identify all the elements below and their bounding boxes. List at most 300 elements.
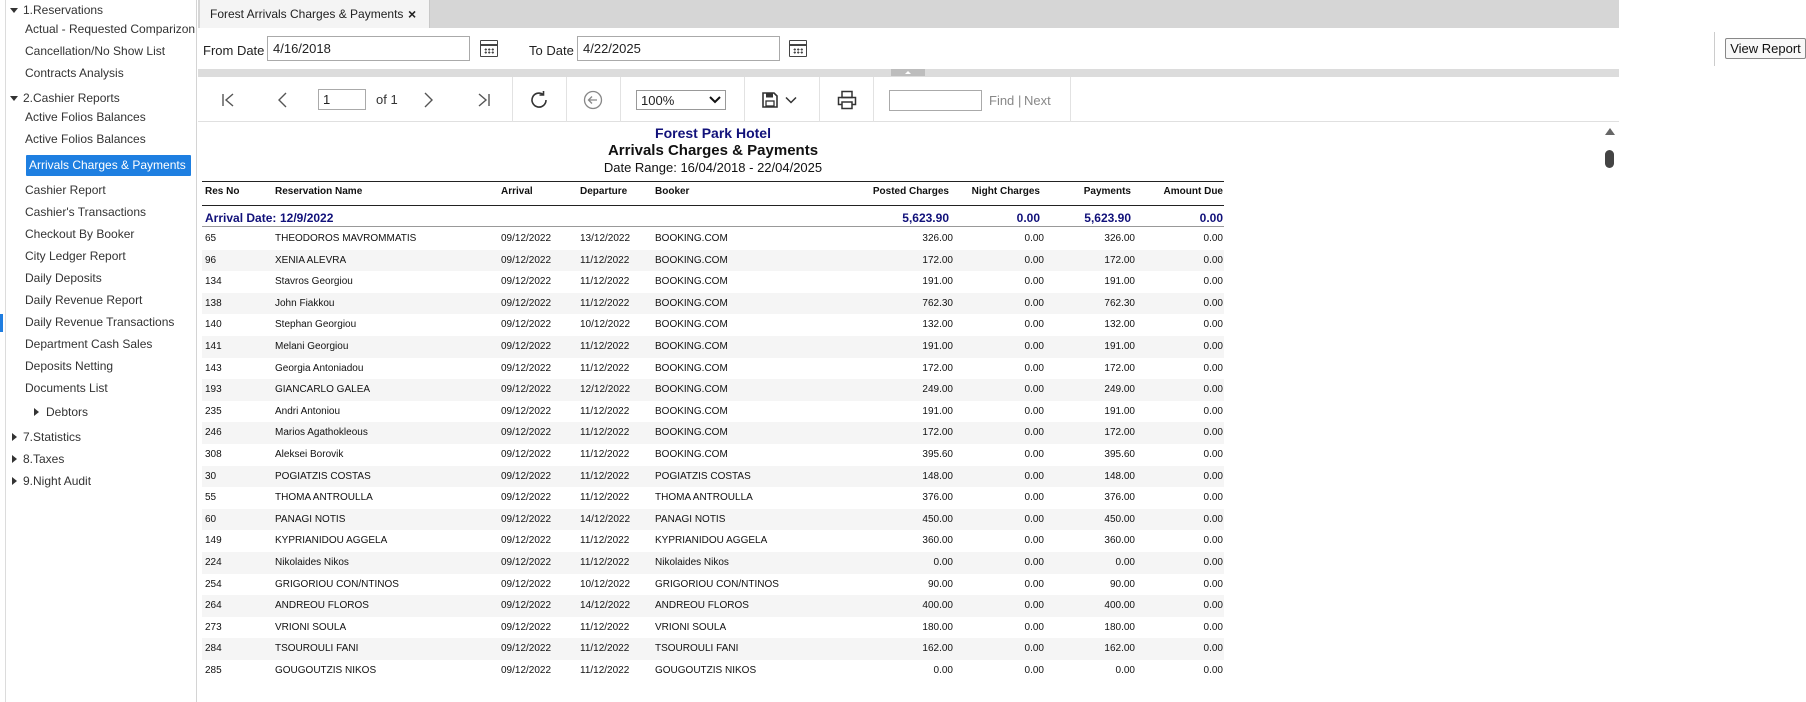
- cell-name: GIANCARLO GALEA: [275, 384, 371, 396]
- cell-res-no: 264: [205, 600, 222, 612]
- cell-res-no: 235: [205, 405, 222, 417]
- group-reservations[interactable]: [10, 2, 103, 18]
- cell-due: 0.00: [1203, 556, 1223, 568]
- cell-booker: BOOKING.COM: [655, 362, 728, 374]
- cell-payments: 400.00: [1104, 600, 1135, 612]
- cell-posted: 376.00: [922, 492, 953, 504]
- table-row: [202, 595, 1224, 617]
- cell-due: 0.00: [1203, 535, 1223, 547]
- column-rule: [202, 205, 1224, 206]
- cell-departure: 11/12/2022: [580, 254, 630, 266]
- cell-posted: 172.00: [922, 362, 953, 374]
- group-taxes[interactable]: [10, 451, 64, 467]
- sidebar-item-cancellation[interactable]: Cancellation/No Show List: [25, 44, 166, 58]
- col-arrival: Arrival: [501, 186, 533, 197]
- group-label: Arrival Date:: [205, 211, 277, 225]
- cell-night: 0.00: [1024, 362, 1044, 374]
- group-cashier-reports[interactable]: [10, 90, 120, 106]
- cell-departure: 11/12/2022: [580, 340, 630, 352]
- cell-res-no: 138: [205, 297, 222, 309]
- cell-night: 0.00: [1024, 470, 1044, 482]
- cell-payments: 172.00: [1104, 362, 1135, 374]
- cell-name: Melani Georgiou: [275, 340, 349, 352]
- first-page-icon[interactable]: [217, 89, 239, 111]
- cell-arrival: 09/12/2022: [501, 254, 552, 266]
- cell-payments: 162.00: [1104, 643, 1135, 655]
- cell-departure: 11/12/2022: [580, 664, 630, 676]
- cell-departure: 11/12/2022: [580, 405, 630, 417]
- cell-payments: 191.00: [1104, 276, 1135, 288]
- cell-due: 0.00: [1203, 340, 1223, 352]
- cell-res-no: 96: [205, 254, 217, 266]
- cell-departure: 12/12/2022: [580, 384, 631, 396]
- subgroup-debtors[interactable]: [32, 404, 88, 420]
- group-label: 1.Reservations: [23, 3, 104, 17]
- cell-due: 0.00: [1203, 276, 1223, 288]
- group-night-total: 0.00: [1016, 211, 1040, 225]
- sidebar-item-cashier-report[interactable]: Cashier Report: [25, 183, 106, 197]
- from-date-field[interactable]: 4/16/2018: [267, 36, 470, 61]
- cell-payments: 191.00: [1104, 405, 1135, 417]
- cell-booker: ANDREOU FLOROS: [655, 600, 749, 612]
- report-sidebar: [0, 0, 197, 702]
- cell-due: 0.00: [1203, 362, 1223, 374]
- group-due-total: 0.00: [1199, 211, 1223, 225]
- cell-arrival: 09/12/2022: [501, 513, 552, 525]
- group-label: 8.Taxes: [23, 452, 65, 466]
- cell-posted: 395.60: [922, 448, 953, 460]
- cell-night: 0.00: [1024, 233, 1044, 244]
- parameters-splitter[interactable]: [198, 69, 1619, 77]
- back-icon[interactable]: [582, 89, 604, 111]
- chevron-down-icon: [709, 96, 721, 104]
- zoom-value: 100%: [641, 92, 675, 108]
- cell-res-no: 273: [205, 621, 222, 633]
- cell-payments: 360.00: [1104, 535, 1135, 547]
- cell-departure: 11/12/2022: [580, 297, 630, 309]
- cell-booker: VRIONI SOULA: [655, 621, 727, 633]
- table-row: [202, 401, 1224, 423]
- table-row: [202, 379, 1224, 401]
- group-rule: [202, 226, 1224, 227]
- cell-booker: BOOKING.COM: [655, 340, 728, 352]
- cell-departure: 13/12/2022: [580, 233, 631, 244]
- table-row: [202, 660, 1224, 682]
- cell-departure: 10/12/2022: [580, 578, 631, 590]
- cell-res-no: 285: [205, 664, 222, 676]
- cell-departure: 11/12/2022: [580, 535, 630, 547]
- cell-night: 0.00: [1024, 578, 1044, 590]
- group-statistics[interactable]: [10, 429, 81, 445]
- cell-payments: 148.00: [1104, 470, 1135, 482]
- cell-booker: THOMA ANTROULLA: [655, 492, 753, 504]
- cell-posted: 191.00: [922, 340, 953, 352]
- cell-due: 0.00: [1203, 254, 1223, 266]
- table-row: [202, 466, 1224, 488]
- toolbar-separator: [1070, 77, 1071, 122]
- cell-due: 0.00: [1203, 643, 1223, 655]
- cell-posted: 148.00: [922, 470, 953, 482]
- cell-payments: 395.60: [1104, 448, 1135, 460]
- cell-res-no: 55: [205, 492, 217, 504]
- cell-night: 0.00: [1024, 664, 1044, 676]
- chevron-right-icon: [12, 477, 17, 485]
- cell-due: 0.00: [1203, 578, 1223, 590]
- report-column-headers: [198, 186, 1228, 200]
- sidebar-item-actual-requested[interactable]: Actual - Requested Comparizon: [25, 22, 196, 36]
- sidebar-item-checkout-booker[interactable]: Checkout By Booker: [25, 227, 135, 241]
- col-amount-due: Amount Due: [1163, 186, 1223, 197]
- cell-booker: BOOKING.COM: [655, 448, 728, 460]
- table-row: [202, 487, 1224, 509]
- toolbar-separator: [873, 77, 874, 122]
- cell-name: TSOUROULI FANI: [275, 643, 359, 655]
- cell-res-no: 143: [205, 362, 222, 374]
- view-report-button[interactable]: View Report: [1725, 38, 1806, 59]
- cell-due: 0.00: [1203, 319, 1223, 331]
- cell-departure: 14/12/2022: [580, 513, 631, 525]
- cell-arrival: 09/12/2022: [501, 297, 552, 309]
- cell-posted: 172.00: [922, 427, 953, 439]
- col-booker: Booker: [655, 186, 690, 197]
- cell-posted: 400.00: [922, 600, 953, 612]
- cell-due: 0.00: [1203, 513, 1223, 525]
- cell-posted: 191.00: [922, 405, 953, 417]
- group-label: 9.Night Audit: [23, 474, 92, 488]
- cell-posted: 180.00: [922, 621, 953, 633]
- cell-name: John Fiakkou: [275, 297, 335, 309]
- sidebar-item-department-cash-sales[interactable]: Department Cash Sales: [25, 337, 153, 351]
- collapse-handle[interactable]: [891, 69, 925, 76]
- col-posted-charges: Posted Charges: [872, 186, 949, 197]
- cell-name: Nikolaides Nikos: [275, 556, 349, 568]
- sidebar-item-daily-revenue-report[interactable]: Daily Revenue Report: [25, 293, 143, 307]
- from-date-label: From Date: [203, 43, 265, 58]
- find-next-link[interactable]: Next: [1024, 93, 1051, 108]
- cell-arrival: 09/12/2022: [501, 621, 552, 633]
- toolbar-separator: [512, 77, 513, 122]
- divider: [1714, 32, 1715, 66]
- cell-due: 0.00: [1203, 664, 1223, 676]
- toolbar-separator: [620, 77, 621, 122]
- previous-page-icon[interactable]: [272, 89, 294, 111]
- cell-payments: 0.00: [1115, 556, 1135, 568]
- sidebar-item-documents-list[interactable]: Documents List: [25, 381, 108, 395]
- cell-night: 0.00: [1024, 427, 1044, 439]
- cell-booker: GRIGORIOU CON/NTINOS: [655, 578, 779, 590]
- cell-due: 0.00: [1203, 600, 1223, 612]
- cell-posted: 90.00: [927, 578, 953, 590]
- to-date-field[interactable]: 4/22/2025: [577, 36, 780, 61]
- table-row: [202, 250, 1224, 272]
- group-night-audit[interactable]: [10, 473, 91, 489]
- cell-booker: KYPRIANIDOU AGGELA: [655, 535, 768, 547]
- cell-name: KYPRIANIDOU AGGELA: [275, 535, 388, 547]
- report-hotel-name: Forest Park Hotel: [655, 125, 771, 141]
- cell-res-no: 254: [205, 578, 222, 590]
- cell-night: 0.00: [1024, 621, 1044, 633]
- cell-departure: 11/12/2022: [580, 470, 630, 482]
- toolbar-separator: [566, 77, 567, 122]
- cell-booker: POGIATZIS COSTAS: [655, 470, 751, 482]
- sidebar-scroll-marker: [0, 314, 3, 332]
- table-row: [202, 509, 1224, 531]
- cell-name: Stephan Georgiou: [275, 319, 357, 331]
- last-page-icon[interactable]: [473, 89, 495, 111]
- cell-posted: 249.00: [922, 384, 953, 396]
- cell-night: 0.00: [1024, 643, 1044, 655]
- scroll-up-icon[interactable]: [1605, 128, 1615, 135]
- zoom-select[interactable]: [636, 90, 726, 110]
- cell-name: GRIGORIOU CON/NTINOS: [275, 578, 399, 590]
- report-scrollbar[interactable]: [1601, 122, 1619, 702]
- next-page-icon[interactable]: [417, 89, 439, 111]
- cell-name: ANDREOU FLOROS: [275, 600, 369, 612]
- cell-res-no: 149: [205, 535, 222, 547]
- sidebar-item-cashier-transactions[interactable]: Cashier's Transactions: [25, 205, 147, 219]
- table-row: [202, 271, 1224, 293]
- cell-arrival: 09/12/2022: [501, 578, 552, 590]
- cell-name: Georgia Antoniadou: [275, 362, 364, 374]
- find-separator: |: [1018, 93, 1022, 108]
- group-label: 7.Statistics: [23, 430, 82, 444]
- report-title: Arrivals Charges & Payments: [607, 142, 819, 159]
- print-icon[interactable]: [836, 89, 858, 111]
- find-link[interactable]: Find: [989, 93, 1015, 108]
- sidebar-item-arrivals-charges[interactable]: Arrivals Charges & Payments: [26, 155, 191, 176]
- refresh-icon[interactable]: [528, 89, 550, 111]
- cell-departure: 11/12/2022: [580, 643, 630, 655]
- cell-arrival: 09/12/2022: [501, 664, 552, 676]
- cell-arrival: 09/12/2022: [501, 405, 552, 417]
- sidebar-item-deposits-netting[interactable]: Deposits Netting: [25, 359, 114, 373]
- cell-arrival: 09/12/2022: [501, 276, 552, 288]
- table-row: [202, 336, 1224, 358]
- table-row: [202, 422, 1224, 444]
- calendar-icon[interactable]: [480, 40, 498, 57]
- cell-res-no: 141: [205, 340, 222, 352]
- chevron-right-icon: [12, 433, 17, 441]
- sidebar-item-daily-revenue-transactions[interactable]: Daily Revenue Transactions: [25, 315, 175, 329]
- cell-arrival: 09/12/2022: [501, 470, 552, 482]
- cell-res-no: 193: [205, 384, 222, 396]
- cell-posted: 762.30: [922, 297, 953, 309]
- cell-res-no: 65: [205, 233, 217, 244]
- col-payments: Payments: [1083, 186, 1131, 197]
- table-row: [202, 552, 1224, 574]
- cell-due: 0.00: [1203, 233, 1223, 244]
- cell-booker: BOOKING.COM: [655, 254, 728, 266]
- table-row: [202, 574, 1224, 596]
- cell-night: 0.00: [1024, 254, 1044, 266]
- page-number-input[interactable]: 1: [318, 89, 366, 110]
- tab-arrivals-report[interactable]: [200, 0, 430, 28]
- cell-arrival: 09/12/2022: [501, 448, 552, 460]
- cell-name: Andri Antoniou: [275, 405, 341, 417]
- cell-posted: 191.00: [922, 276, 953, 288]
- report-parameters: [198, 28, 1801, 70]
- cell-arrival: 09/12/2022: [501, 556, 552, 568]
- cell-night: 0.00: [1024, 340, 1044, 352]
- find-input[interactable]: [889, 90, 982, 111]
- cell-night: 0.00: [1024, 492, 1044, 504]
- cell-payments: 132.00: [1104, 319, 1135, 331]
- col-reservation-name: Reservation Name: [275, 186, 363, 197]
- cell-payments: 90.00: [1109, 578, 1135, 590]
- cell-due: 0.00: [1203, 405, 1223, 417]
- col-res-no: Res No: [205, 186, 240, 197]
- table-row: [202, 228, 1224, 250]
- cell-name: PANAGI NOTIS: [275, 513, 346, 525]
- cell-booker: BOOKING.COM: [655, 384, 728, 396]
- cell-due: 0.00: [1203, 492, 1223, 504]
- cell-night: 0.00: [1024, 405, 1044, 417]
- subgroup-label: Debtors: [46, 405, 89, 419]
- cell-payments: 0.00: [1115, 664, 1135, 676]
- cell-night: 0.00: [1024, 276, 1044, 288]
- cell-departure: 11/12/2022: [580, 621, 630, 633]
- chevron-down-icon: [10, 96, 18, 101]
- cell-payments: 326.00: [1104, 233, 1135, 244]
- cell-payments: 191.00: [1104, 340, 1135, 352]
- report-toolbar: [198, 77, 1619, 122]
- cell-departure: 11/12/2022: [580, 427, 630, 439]
- cell-res-no: 224: [205, 556, 222, 568]
- sidebar-item-contracts[interactable]: Contracts Analysis: [25, 66, 124, 80]
- cell-payments: 180.00: [1104, 621, 1135, 633]
- cell-booker: GOUGOUTZIS NIKOS: [655, 664, 757, 676]
- cell-res-no: 308: [205, 448, 222, 460]
- cell-booker: BOOKING.COM: [655, 233, 728, 244]
- cell-arrival: 09/12/2022: [501, 340, 552, 352]
- cell-night: 0.00: [1024, 513, 1044, 525]
- cell-booker: BOOKING.COM: [655, 297, 728, 309]
- chevron-right-icon: [12, 455, 17, 463]
- cell-res-no: 284: [205, 643, 222, 655]
- table-row: [202, 638, 1224, 660]
- cell-departure: 10/12/2022: [580, 319, 631, 331]
- cell-night: 0.00: [1024, 297, 1044, 309]
- cell-payments: 762.30: [1104, 297, 1135, 309]
- cell-name: XENIA ALEVRA: [275, 254, 347, 266]
- cell-night: 0.00: [1024, 319, 1044, 331]
- col-departure: Departure: [580, 186, 628, 197]
- table-row: [202, 444, 1224, 466]
- sidebar-rule: [5, 0, 6, 702]
- cell-due: 0.00: [1203, 384, 1223, 396]
- header-rule: [202, 181, 1224, 182]
- table-row: [202, 314, 1224, 336]
- cell-booker: Nikolaides Nikos: [655, 556, 729, 568]
- cell-arrival: 09/12/2022: [501, 535, 552, 547]
- cell-res-no: 60: [205, 513, 217, 525]
- toolbar-separator: [744, 77, 745, 122]
- cell-res-no: 30: [205, 470, 217, 482]
- group-payments-total: 5,623.90: [1084, 211, 1131, 225]
- cell-arrival: 09/12/2022: [501, 427, 552, 439]
- cell-booker: TSOUROULI FANI: [655, 643, 739, 655]
- report-viewer: [198, 122, 1619, 702]
- calendar-icon[interactable]: [789, 40, 807, 57]
- cell-departure: 11/12/2022: [580, 492, 630, 504]
- group-label: 2.Cashier Reports: [23, 91, 120, 105]
- table-row: [202, 293, 1224, 315]
- table-row: [202, 530, 1224, 552]
- col-night-charges: Night Charges: [971, 186, 1040, 197]
- cell-night: 0.00: [1024, 535, 1044, 547]
- cell-res-no: 140: [205, 319, 222, 331]
- cell-posted: 450.00: [922, 513, 953, 525]
- cell-arrival: 09/12/2022: [501, 233, 552, 244]
- cell-res-no: 134: [205, 276, 222, 288]
- sidebar-item-city-ledger[interactable]: City Ledger Report: [25, 249, 126, 263]
- cell-posted: 0.00: [933, 556, 953, 568]
- page-count-label: of 1: [376, 92, 398, 107]
- cell-departure: 11/12/2022: [580, 448, 630, 460]
- cell-posted: 326.00: [922, 233, 953, 244]
- chevron-down-icon: [10, 8, 18, 13]
- cell-posted: 360.00: [922, 535, 953, 547]
- group-date: 12/9/2022: [280, 211, 334, 225]
- close-icon[interactable]: ×: [408, 6, 417, 22]
- cell-arrival: 09/12/2022: [501, 600, 552, 612]
- chevron-right-icon: [34, 408, 39, 416]
- cell-payments: 450.00: [1104, 513, 1135, 525]
- cell-name: Marios Agathokleous: [275, 427, 368, 439]
- cell-posted: 0.00: [933, 664, 953, 676]
- cell-booker: BOOKING.COM: [655, 405, 728, 417]
- cell-name: Stavros Georgiou: [275, 276, 353, 288]
- cell-posted: 132.00: [922, 319, 953, 331]
- toolbar-separator: [819, 77, 820, 122]
- cell-name: THOMA ANTROULLA: [275, 492, 373, 504]
- cell-payments: 172.00: [1104, 427, 1135, 439]
- cell-name: POGIATZIS COSTAS: [275, 470, 371, 482]
- export-save-icon[interactable]: [761, 89, 801, 111]
- cell-payments: 172.00: [1104, 254, 1135, 266]
- cell-res-no: 246: [205, 427, 222, 439]
- cell-departure: 11/12/2022: [580, 276, 630, 288]
- cell-departure: 11/12/2022: [580, 556, 630, 568]
- cell-due: 0.00: [1203, 448, 1223, 460]
- cell-arrival: 09/12/2022: [501, 643, 552, 655]
- cell-departure: 14/12/2022: [580, 600, 631, 612]
- cell-booker: BOOKING.COM: [655, 319, 728, 331]
- cell-payments: 249.00: [1104, 384, 1135, 396]
- report-date-range: Date Range: 16/04/2018 - 22/04/2025: [603, 160, 823, 175]
- scroll-thumb[interactable]: [1605, 150, 1614, 168]
- cell-booker: BOOKING.COM: [655, 276, 728, 288]
- cell-departure: 11/12/2022: [580, 362, 630, 374]
- cell-night: 0.00: [1024, 600, 1044, 612]
- tab-label: Forest Arrivals Charges & Payments: [210, 7, 404, 21]
- cell-night: 0.00: [1024, 556, 1044, 568]
- cell-arrival: 09/12/2022: [501, 384, 552, 396]
- sidebar-item-active-folios-2[interactable]: Active Folios Balances: [25, 132, 146, 146]
- sidebar-item-daily-deposits[interactable]: Daily Deposits: [25, 271, 102, 285]
- cell-booker: BOOKING.COM: [655, 427, 728, 439]
- cell-due: 0.00: [1203, 427, 1223, 439]
- table-row: [202, 358, 1224, 380]
- tab-bar: [198, 0, 1619, 28]
- report-rows: [202, 228, 1224, 681]
- cell-name: Aleksei Borovik: [275, 448, 344, 460]
- sidebar-item-active-folios-1[interactable]: Active Folios Balances: [25, 110, 146, 124]
- cell-payments: 376.00: [1104, 492, 1135, 504]
- cell-night: 0.00: [1024, 384, 1044, 396]
- cell-due: 0.00: [1203, 621, 1223, 633]
- table-row: [202, 617, 1224, 639]
